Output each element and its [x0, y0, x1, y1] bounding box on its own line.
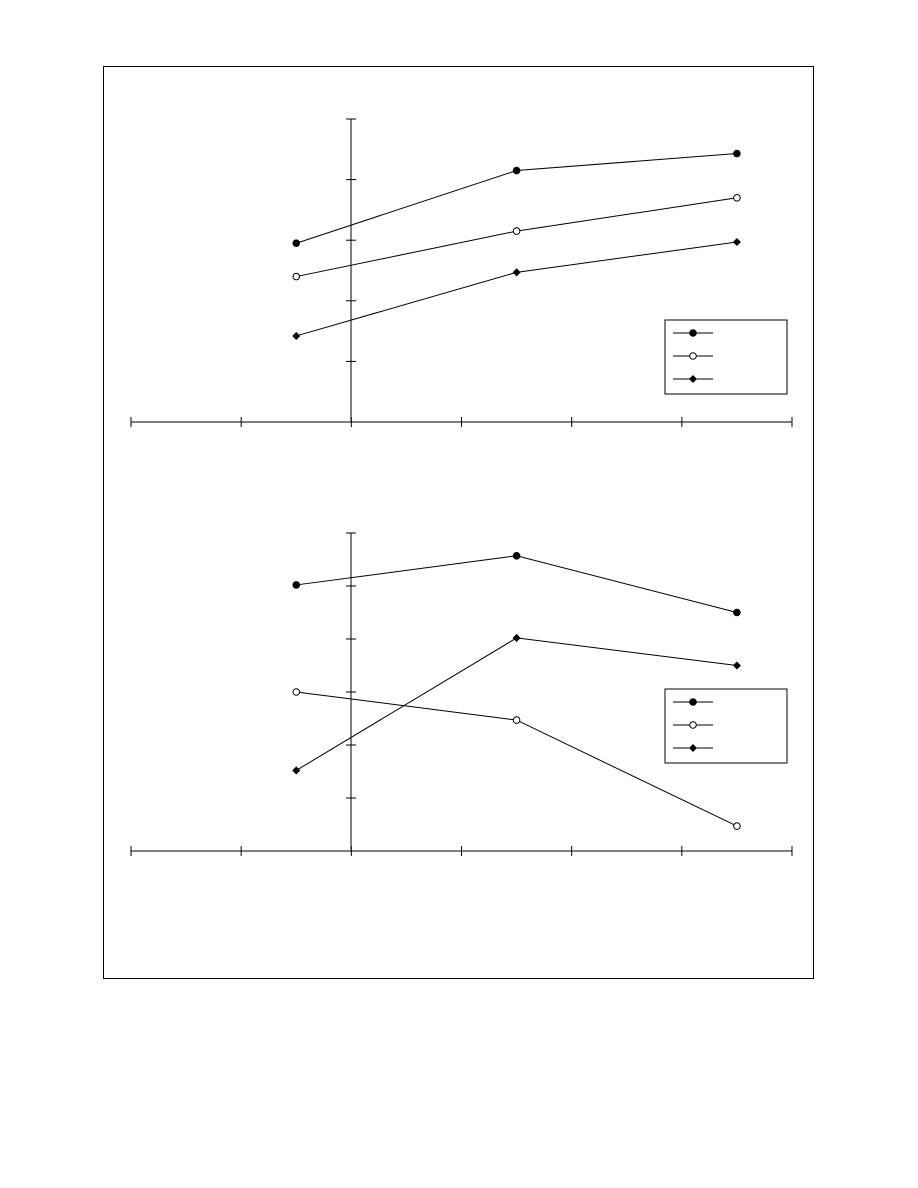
series-2-point: [513, 717, 520, 724]
chart-2: [131, 533, 792, 856]
series-1-point: [513, 167, 520, 174]
series-2-point: [293, 689, 300, 696]
legend-entry-1-marker: [690, 699, 697, 706]
series-2-point: [293, 273, 300, 280]
legend-entry-1-marker: [690, 330, 697, 337]
series-3-point: [293, 333, 300, 340]
legend: [665, 689, 787, 763]
series-3-point: [734, 662, 741, 669]
legend-box: [665, 689, 787, 763]
series-1-point: [734, 609, 741, 616]
chart-1: [131, 119, 792, 427]
legend-entry-2-marker: [690, 353, 697, 360]
series-1-point: [513, 552, 520, 559]
legend-entry-2-marker: [690, 722, 697, 729]
legend: [665, 320, 787, 394]
series-1-point: [293, 582, 300, 589]
series-1-point: [734, 150, 741, 157]
series-3-point: [513, 635, 520, 642]
series-2-point: [734, 823, 741, 830]
series-3-point: [513, 269, 520, 276]
series-2-point: [734, 194, 741, 201]
series-3-point: [293, 767, 300, 774]
series-3-point: [734, 239, 741, 246]
legend-box: [665, 320, 787, 394]
series-2-line: [296, 198, 737, 277]
series-1-line: [296, 556, 737, 613]
series-2-point: [513, 228, 520, 235]
series-1-point: [293, 240, 300, 247]
